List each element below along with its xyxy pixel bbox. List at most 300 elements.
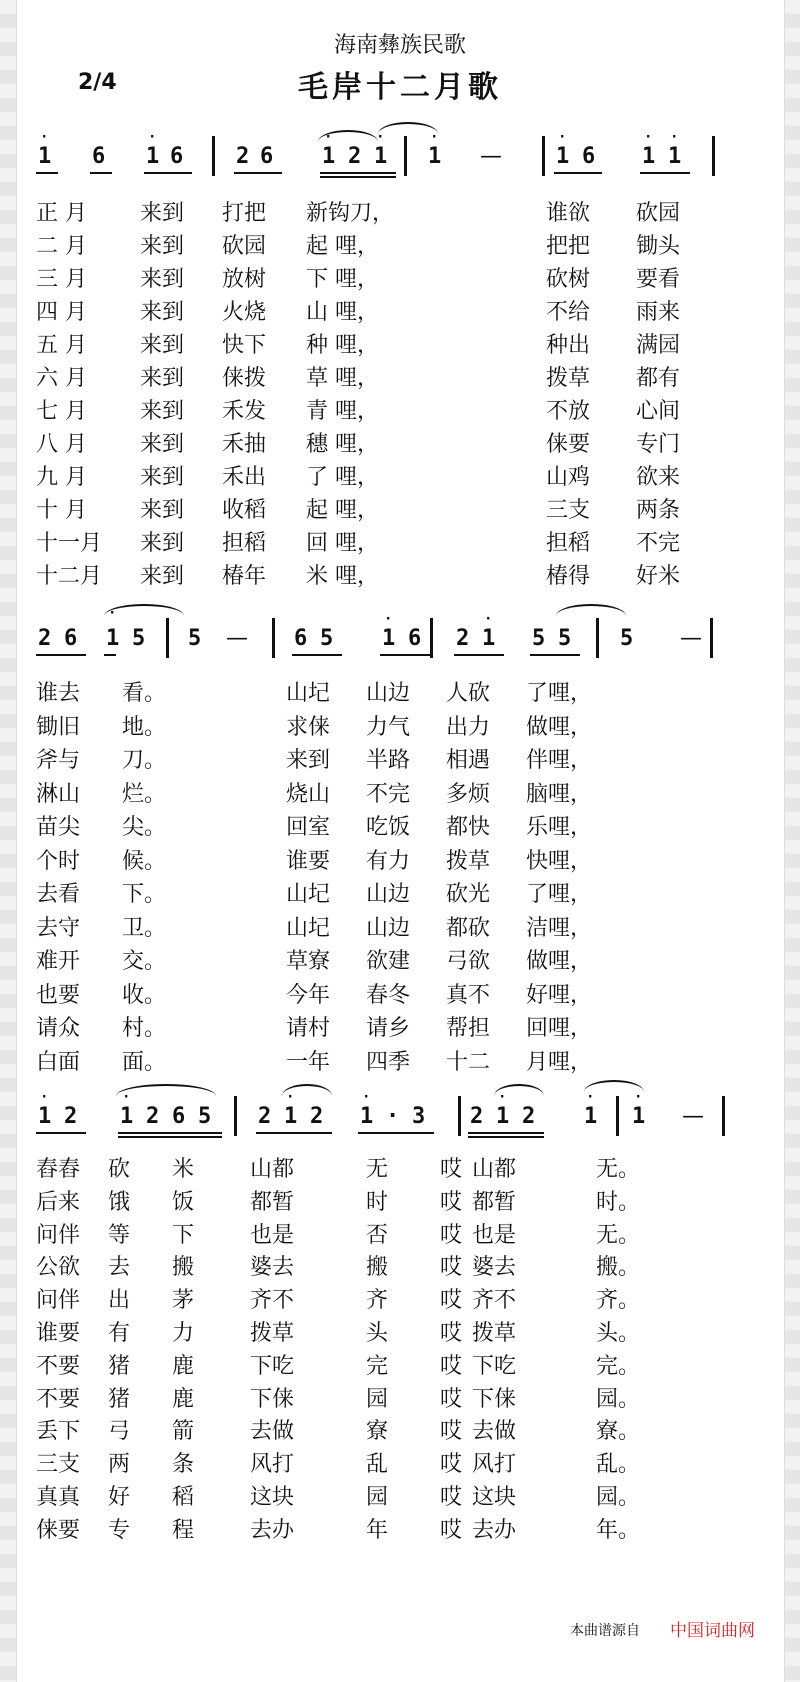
beam-line (118, 1132, 222, 1134)
lyric-cell: 三支 (546, 498, 591, 523)
lyric-cell: 问伴 (36, 1222, 81, 1248)
lyric-cell: 不完 (366, 781, 411, 807)
lyric-cell: 三 月 (36, 267, 87, 292)
lyric-cell: 来到 (140, 333, 185, 358)
notation-note: 2 (522, 1104, 536, 1129)
lyric-cell: 时。 (596, 1189, 641, 1215)
lyric-cell: 婆去 (250, 1255, 295, 1281)
beam-line (468, 1136, 544, 1138)
lyric-cell: 下 (172, 1222, 195, 1248)
lyric-cell: 月哩， (526, 1049, 593, 1075)
tie-arc (556, 604, 626, 616)
notation-note: 1 (584, 1104, 598, 1129)
notation-note: 1 (642, 144, 656, 169)
octave-dot: · (644, 129, 653, 145)
lyric-cell: 鹿 (172, 1353, 195, 1379)
lyrics-row (36, 810, 776, 842)
lyric-cell: 帮担 (446, 1016, 491, 1041)
lyric-cell: 相遇 (446, 748, 491, 773)
time-signature: 2/4 (78, 70, 117, 95)
lyric-cell: 寮。 (596, 1419, 641, 1445)
lyric-cell: 拨草 (250, 1321, 295, 1346)
lyric-cell: 快哩， (526, 848, 593, 874)
lyric-cell: 来到 (140, 399, 185, 424)
lyric-cell: 箭 (172, 1419, 195, 1445)
lyric-cell: 不完 (636, 531, 681, 556)
song-title: 毛岸十二月歌 (298, 70, 502, 105)
lyric-cell: 刀。 (122, 748, 167, 773)
lyric-cell: 来到 (140, 201, 185, 226)
lyrics-row (36, 1480, 776, 1512)
lyrics-row (36, 526, 776, 558)
lyrics-row (36, 777, 776, 809)
notation-note: 2 (64, 1104, 78, 1129)
lyric-cell: 去做 (472, 1419, 517, 1445)
lyrics-row (36, 394, 776, 426)
bar-line (166, 618, 169, 658)
lyric-cell: 禾抽 (222, 432, 267, 457)
lyrics-row (36, 295, 776, 327)
lyrics-row (36, 710, 776, 742)
lyrics-row (36, 1382, 776, 1414)
lyric-cell: 米 哩， (306, 564, 379, 589)
lyric-cell: 砍树 (546, 267, 591, 292)
beam-line (320, 172, 396, 174)
lyric-cell: 种出 (546, 333, 591, 358)
lyric-cell: 齐不 (250, 1288, 295, 1314)
lyric-cell: 园。 (596, 1386, 641, 1412)
notation-line-3 (36, 1090, 776, 1152)
beam-line (256, 1132, 332, 1134)
lyrics-row (36, 1185, 776, 1217)
beam-line (554, 172, 602, 174)
lyrics-row (36, 911, 776, 943)
lyrics-row (36, 1316, 776, 1348)
lyric-cell: 等 (108, 1222, 131, 1248)
notation-note: 5 (532, 626, 546, 651)
notation-note: 6 (260, 144, 274, 169)
lyric-cell: 哎 (440, 1353, 463, 1379)
lyric-cell: 回 哩， (306, 531, 379, 556)
lyric-cell: 拨草 (472, 1321, 517, 1346)
lyric-cell: 出 (108, 1288, 131, 1314)
lyric-cell: 哎 (440, 1157, 463, 1182)
lyrics-row (36, 229, 776, 261)
left-watermark-strip (0, 0, 17, 1682)
lyric-cell: 伴哩， (526, 748, 593, 773)
lyric-cell: 谁欲 (546, 201, 591, 226)
lyric-cell: 砍光 (446, 882, 491, 907)
lyric-cell: 山圮 (286, 882, 331, 907)
lyric-cell: 求俫 (286, 714, 331, 740)
octave-dot: · (634, 1089, 643, 1105)
lyric-cell: 四季 (366, 1049, 411, 1075)
notation-note: 1 (38, 144, 52, 169)
lyric-cell: 欲来 (636, 465, 681, 490)
lyric-cell: 下俫 (472, 1386, 517, 1412)
notation-note: 2 (38, 626, 52, 651)
notation-note: 1 (496, 1104, 510, 1129)
lyric-cell: 山边 (366, 681, 411, 706)
lyric-cell: 要看 (636, 267, 681, 292)
lyric-cell: 难开 (36, 949, 81, 974)
lyrics-row (36, 1250, 776, 1282)
beam-line (320, 176, 396, 178)
lyric-cell: 雨来 (636, 300, 681, 325)
lyric-cell: 不放 (546, 399, 591, 424)
lyric-cell: 哎 (440, 1419, 463, 1445)
lyric-cell: 出力 (446, 714, 491, 740)
lyric-cell: 有力 (366, 848, 411, 874)
notation-note: 2 (146, 1104, 160, 1129)
lyric-cell: 无。 (596, 1222, 641, 1248)
lyric-cell: 谁要 (286, 848, 331, 874)
lyric-cell: 椿年 (222, 564, 267, 589)
lyric-cell: 山圮 (286, 915, 331, 941)
lyric-cell: 山鸡 (546, 465, 591, 490)
lyric-cell: 半路 (366, 748, 411, 773)
lyric-cell: 火烧 (222, 300, 267, 325)
notation-note: 6 (408, 626, 422, 651)
lyric-cell: 风打 (472, 1452, 517, 1478)
lyric-cell: 寮 (366, 1419, 389, 1445)
lyric-cell: 饭 (172, 1189, 195, 1215)
bar-line (542, 136, 545, 176)
lyric-cell: 哎 (440, 1517, 463, 1543)
octave-dot: · (324, 129, 333, 145)
lyrics-row (36, 1011, 776, 1043)
lyric-cell: 也要 (36, 982, 81, 1008)
lyric-cell: 来到 (140, 267, 185, 292)
beam-line (90, 172, 112, 174)
lyrics-row (36, 1513, 776, 1545)
lyric-cell: 时 (366, 1189, 389, 1215)
lyric-cell: 搬。 (596, 1255, 641, 1281)
lyric-cell: 种 哩， (306, 333, 379, 358)
notation-dash: — (680, 626, 702, 651)
notation-note: 3 (412, 1104, 426, 1129)
lyric-cell: 这块 (250, 1485, 295, 1510)
notation-note: 1 (106, 626, 120, 651)
notation-note: 1 (38, 1104, 52, 1129)
octave-dot: · (558, 129, 567, 145)
lyric-cell: 哎 (440, 1222, 463, 1248)
notation-note: 1 (382, 626, 396, 651)
lyric-cell: 也是 (250, 1222, 295, 1248)
octave-dot: · (384, 611, 393, 627)
lyric-cell: 满园 (636, 333, 681, 358)
notation-dash: — (682, 1104, 704, 1129)
lyric-cell: 茅 (172, 1288, 195, 1314)
tie-arc (378, 122, 438, 134)
lyric-cell: 九 月 (36, 465, 87, 490)
lyric-cell: 了哩， (526, 882, 593, 907)
lyric-cell: 心间 (636, 399, 681, 424)
lyric-cell: 否 (366, 1222, 389, 1248)
lyric-cell: 来到 (140, 300, 185, 325)
lyric-cell: 完。 (596, 1353, 641, 1379)
lyric-cell: 年。 (596, 1517, 641, 1543)
lyric-cell: 谁去 (36, 681, 81, 706)
lyric-cell: 草 哩， (306, 366, 379, 391)
lyric-cell: 有 (108, 1321, 131, 1346)
lyric-cell: 锄旧 (36, 714, 81, 740)
lyric-cell: 一年 (286, 1049, 331, 1075)
lyric-cell: 问伴 (36, 1288, 81, 1314)
lyric-cell: 交。 (122, 949, 167, 974)
lyric-cell: 无。 (596, 1157, 641, 1182)
lyric-cell: 担稻 (222, 531, 267, 556)
lyric-cell: 饿 (108, 1189, 131, 1215)
lyrics-row (36, 1045, 776, 1077)
lyric-cell: 新钩刀， (306, 201, 395, 226)
notation-note: 5 (132, 626, 146, 651)
lyric-cell: 头。 (596, 1321, 641, 1346)
lyric-cell: 起 哩， (306, 498, 379, 523)
notation-note: 1 (374, 144, 388, 169)
lyric-cell: 俫要 (546, 432, 591, 457)
notation-dash: — (226, 626, 248, 651)
lyric-cell: 山都 (472, 1157, 517, 1182)
lyric-cell: 请众 (36, 1016, 81, 1041)
lyric-cell: 了 哩， (306, 465, 379, 490)
bar-line (404, 136, 407, 176)
lyric-cell: 苗尖 (36, 815, 81, 840)
notation-note: 1 (668, 144, 682, 169)
lyric-cell: 山都 (250, 1157, 295, 1182)
lyric-cell: 专 (108, 1517, 131, 1543)
notation-note: 5 (558, 626, 572, 651)
song-subtitle: 海南彝族民歌 (333, 33, 466, 58)
lyric-cell: 好哩， (526, 982, 593, 1008)
lyric-cell: 来到 (140, 234, 185, 259)
lyric-cell: 舂舂 (36, 1157, 81, 1182)
beam-line (104, 654, 116, 656)
lyric-cell: 去 (108, 1255, 131, 1281)
lyric-cell: 七 月 (36, 399, 87, 424)
lyrics-row (36, 676, 776, 708)
octave-dot: · (670, 129, 679, 145)
notation-note: 1 (482, 626, 496, 651)
lyric-cell: 六 月 (36, 366, 87, 391)
notation-note: 6 (172, 1104, 186, 1129)
lyric-cell: 都快 (446, 815, 491, 840)
notation-note: 5 (188, 626, 202, 651)
bar-line (596, 618, 599, 658)
notation-note: 1 (146, 144, 160, 169)
beam-line (292, 654, 342, 656)
lyric-cell: 人砍 (446, 681, 491, 706)
lyrics-row (36, 361, 776, 393)
lyric-cell: 齐。 (596, 1288, 641, 1314)
lyrics-row (36, 196, 776, 228)
lyric-cell: 哎 (440, 1288, 463, 1314)
lyrics-row (36, 1152, 776, 1184)
lyric-cell: 来到 (140, 564, 185, 589)
lyrics-row (36, 978, 776, 1010)
lyric-cell: 园 (366, 1485, 389, 1510)
notation-note: 2 (258, 1104, 272, 1129)
notation-note: 6 (64, 626, 78, 651)
lyric-cell: 风打 (250, 1452, 295, 1478)
lyric-cell: 好米 (636, 564, 681, 589)
lyric-cell: 回哩， (526, 1016, 593, 1041)
lyric-cell: 也是 (472, 1222, 517, 1248)
octave-dot: · (586, 1089, 595, 1105)
lyric-cell: 齐不 (472, 1288, 517, 1314)
octave-dot: · (286, 1089, 295, 1105)
bar-line (212, 136, 215, 176)
lyric-cell: 锄头 (636, 234, 681, 259)
bar-line (430, 618, 433, 658)
bar-line (234, 1096, 237, 1136)
lyric-cell: 下。 (122, 882, 167, 907)
lyric-cell: 尖。 (122, 815, 167, 840)
lyrics-row (36, 262, 776, 294)
lyrics-row (36, 1414, 776, 1446)
notation-note: 1 (428, 144, 442, 169)
bar-line (272, 618, 275, 658)
lyrics-row (36, 1283, 776, 1315)
lyric-cell: 斧与 (36, 748, 81, 773)
beam-line (36, 172, 58, 174)
lyric-cell: 乱。 (596, 1452, 641, 1478)
lyric-cell: 来到 (140, 465, 185, 490)
notation-note: 1 (556, 144, 570, 169)
lyric-cell: 淋山 (36, 781, 81, 807)
notation-note: 6 (294, 626, 308, 651)
lyric-cell: 八 月 (36, 432, 87, 457)
lyric-cell: 都暂 (472, 1189, 517, 1215)
beam-line (530, 654, 580, 656)
notation-note: 5 (320, 626, 334, 651)
lyric-cell: 了哩， (526, 681, 593, 706)
lyric-cell: 拨草 (546, 366, 591, 391)
lyric-cell: 搬 (172, 1255, 195, 1281)
lyric-cell: 洁哩， (526, 915, 593, 941)
lyric-cell: 担稻 (546, 531, 591, 556)
lyric-cell: 哎 (440, 1485, 463, 1510)
lyric-cell: 候。 (122, 848, 167, 874)
lyric-cell: 十 月 (36, 498, 87, 523)
lyric-cell: 真真 (36, 1485, 81, 1510)
lyric-cell: 快下 (222, 333, 267, 358)
lyric-cell: 把把 (546, 234, 591, 259)
lyrics-row (36, 427, 776, 459)
lyric-cell: 来到 (140, 498, 185, 523)
beam-line (36, 654, 86, 656)
lyric-cell: 去办 (250, 1517, 295, 1543)
notation-note: 1 (120, 1104, 134, 1129)
lyric-cell: 这块 (472, 1485, 517, 1510)
lyric-cell: 猪 (108, 1353, 131, 1379)
lyric-cell: 来到 (140, 366, 185, 391)
notation-note: 2 (348, 144, 362, 169)
lyrics-row (36, 559, 776, 591)
beam-line (234, 172, 282, 174)
lyric-cell: 青 哩， (306, 399, 379, 424)
lyric-cell: 做哩， (526, 949, 593, 974)
lyric-cell: 去做 (250, 1419, 295, 1445)
lyric-cell: 个时 (36, 848, 81, 874)
lyric-cell: 都砍 (446, 915, 491, 941)
lyric-cell: 正 月 (36, 201, 87, 226)
beam-line (380, 654, 430, 656)
lyric-cell: 面。 (122, 1049, 167, 1075)
source-note: 本曲谱源自 (570, 1623, 640, 1639)
notation-note: 6 (582, 144, 596, 169)
octave-dot: · (108, 605, 117, 621)
bar-line (616, 1096, 619, 1136)
lyric-cell: 好 (108, 1485, 131, 1510)
lyric-cell: 不给 (546, 300, 591, 325)
lyric-cell: 谁要 (36, 1321, 81, 1346)
lyric-cell: 十二 (446, 1049, 491, 1075)
lyric-cell: 稻 (172, 1485, 195, 1510)
lyric-cell: 哎 (440, 1255, 463, 1281)
notation-note: 6 (92, 144, 106, 169)
lyric-cell: 多烦 (446, 781, 491, 807)
lyric-cell: 收稻 (222, 498, 267, 523)
lyric-cell: 年 (366, 1517, 389, 1543)
lyric-cell: 两 (108, 1452, 131, 1478)
notation-note: 1 (284, 1104, 298, 1129)
lyric-cell: 吃饭 (366, 815, 411, 840)
right-watermark-strip (784, 0, 800, 1682)
lyric-cell: 做哩， (526, 714, 593, 740)
lyrics-row (36, 460, 776, 492)
lyric-cell: 都暂 (250, 1189, 295, 1215)
lyric-cell: 乱 (366, 1452, 389, 1478)
octave-dot: · (362, 1089, 371, 1105)
lyric-cell: 婆去 (472, 1255, 517, 1281)
notation-note: · (386, 1104, 400, 1129)
lyric-cell: 真不 (446, 982, 491, 1008)
lyric-cell: 力气 (366, 714, 411, 740)
octave-dot: · (484, 611, 493, 627)
lyric-cell: 力 (172, 1321, 195, 1346)
tie-arc (116, 1084, 216, 1096)
lyric-cell: 回室 (286, 815, 331, 840)
lyrics-row (36, 1447, 776, 1479)
lyric-cell: 今年 (286, 982, 331, 1008)
lyric-cell: 放树 (222, 267, 267, 292)
lyric-cell: 村。 (122, 1016, 167, 1041)
bar-line (710, 618, 713, 658)
lyric-cell: 下吃 (250, 1353, 295, 1379)
beam-line (468, 1132, 544, 1134)
lyrics-row (36, 743, 776, 775)
lyric-cell: 看。 (122, 681, 167, 706)
lyric-cell: 三支 (36, 1452, 81, 1478)
lyric-cell: 丢下 (36, 1419, 81, 1445)
lyric-cell: 园 (366, 1386, 389, 1412)
notation-note: 1 (322, 144, 336, 169)
octave-dot: · (122, 1089, 131, 1105)
bar-line (712, 136, 715, 176)
lyrics-row (36, 844, 776, 876)
beam-line (144, 172, 192, 174)
lyric-cell: 米 (172, 1157, 195, 1182)
notation-dash: — (480, 144, 502, 169)
lyric-cell: 请村 (286, 1016, 331, 1041)
lyric-cell: 卫。 (122, 915, 167, 941)
lyric-cell: 俫拨 (222, 366, 267, 391)
lyric-cell: 砍园 (636, 201, 681, 226)
lyric-cell: 来到 (286, 748, 331, 773)
lyric-cell: 草寮 (286, 949, 331, 974)
lyric-cell: 下俫 (250, 1386, 295, 1412)
